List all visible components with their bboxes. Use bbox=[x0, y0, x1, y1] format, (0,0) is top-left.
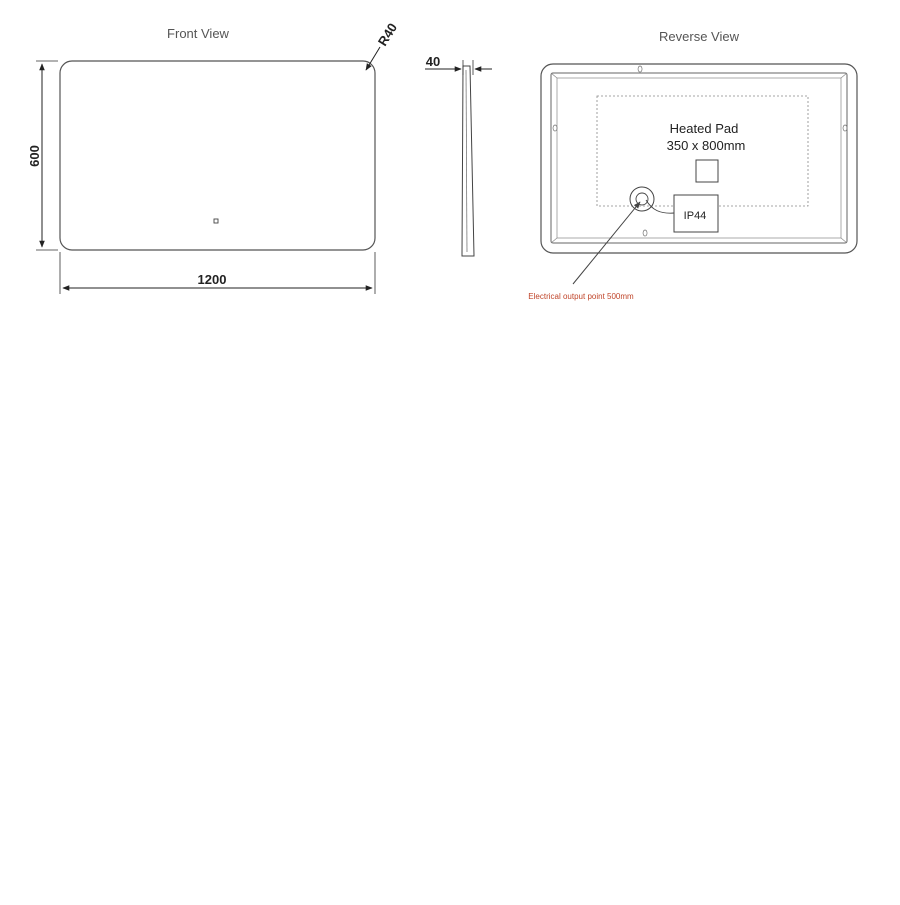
pad-controller-box bbox=[696, 160, 718, 182]
side-view bbox=[425, 54, 492, 256]
frame-corner-bevel bbox=[551, 73, 557, 78]
radius-label: R40 bbox=[374, 20, 401, 49]
electrical-cable bbox=[646, 200, 674, 213]
ip44-label: IP44 bbox=[683, 210, 707, 222]
reverse-view-title: Reverse View bbox=[659, 29, 739, 44]
front-view bbox=[27, 20, 400, 294]
clip-marker-left bbox=[553, 125, 557, 131]
frame-corner-bevel bbox=[551, 238, 557, 243]
clip-marker-top bbox=[638, 66, 642, 72]
side-inner-line bbox=[466, 70, 467, 252]
heated-pad-size: 350 x 800mm bbox=[666, 138, 746, 153]
clip-marker-right bbox=[843, 125, 847, 131]
mirror-side-profile bbox=[462, 66, 474, 256]
electrical-output-callout: Electrical output point 500mm bbox=[528, 292, 634, 301]
reverse-view bbox=[528, 29, 857, 668]
frame-corner-bevel bbox=[841, 238, 847, 243]
heated-pad-title: Heated Pad bbox=[669, 121, 739, 136]
front-view-title: Front View bbox=[167, 26, 229, 41]
frame-corner-bevel bbox=[841, 73, 847, 78]
mirror-front-outline bbox=[60, 61, 375, 250]
depth-label: 40 bbox=[425, 54, 441, 69]
height-label: 600 bbox=[27, 145, 42, 167]
touch-sensor-icon bbox=[214, 219, 218, 223]
electrical-output-outer bbox=[630, 187, 654, 211]
width-label: 1200 bbox=[197, 272, 227, 287]
electrical-output-inner bbox=[636, 193, 648, 205]
clip-marker-bottom-left bbox=[643, 230, 647, 236]
